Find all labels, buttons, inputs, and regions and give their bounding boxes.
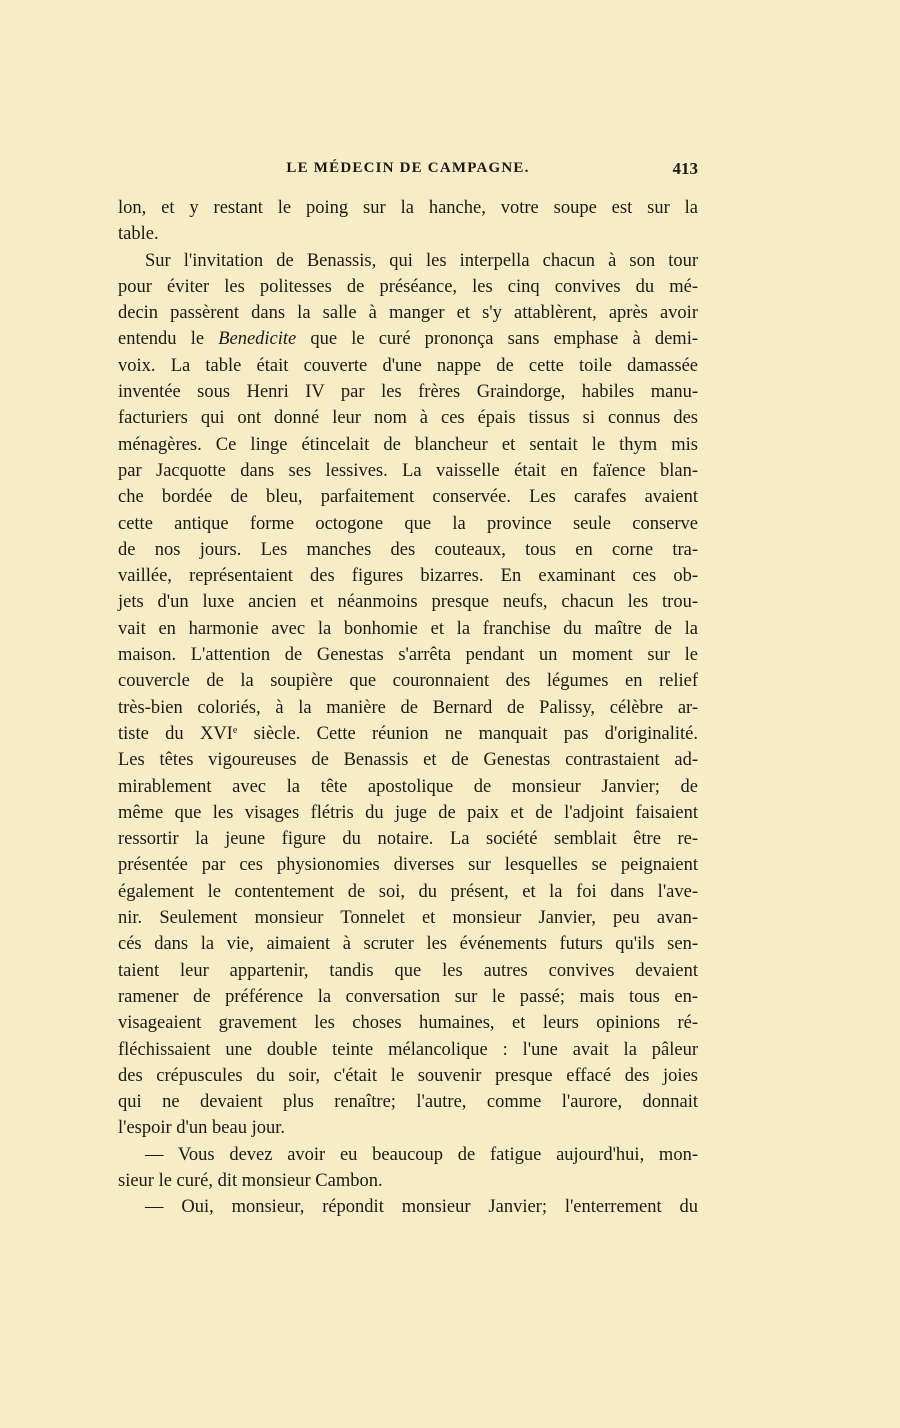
- text-line: couvercle de la soupière que couronnaient des légumes en relief: [118, 671, 698, 692]
- italic-text: Benedicite: [218, 329, 297, 350]
- running-title: LE MÉDECIN DE CAMPAGNE.: [286, 160, 530, 176]
- text-line: pour éviter les politesses de préséance, les cinq convives du mé-: [118, 276, 698, 297]
- text-line: — Vous devez avoir eu beaucoup de fatigue aujourd'hui, mon-: [145, 1144, 698, 1165]
- text-line: ramener de préférence la conversation sur le passé; mais tous en-: [118, 986, 698, 1007]
- text-line: voix. La table était couverte d'une nappe de cette toile damassée: [118, 355, 698, 376]
- text-line: qui ne devaient plus renaître; l'autre, comme l'aurore, donnait: [118, 1092, 698, 1113]
- text-line: ménagères. Ce linge étincelait de blancheur et sentait le thym mis: [118, 434, 698, 455]
- text-line: jets d'un luxe ancien et néanmoins presque neufs, chacun les trou-: [118, 592, 698, 613]
- text-segment: siècle. Cette réunion ne manquait pas d'originalité.: [237, 723, 698, 744]
- text-line: visageaient gravement les choses humaines, et leurs opinions ré-: [118, 1013, 698, 1034]
- text-line: cette antique forme octogone que la province seule conserve: [118, 513, 698, 534]
- page-number: 413: [672, 159, 698, 178]
- text-line: également le contentement de soi, du présent, et la foi dans l'ave-: [118, 881, 698, 902]
- text-line: decin passèrent dans la salle à manger et s'y attablèrent, après avoir: [118, 303, 698, 324]
- text-line: maison. L'attention de Genestas s'arrêta pendant un moment sur le: [118, 645, 698, 666]
- text-line: cés dans la vie, aimaient à scruter les événements futurs qu'ils sen-: [118, 934, 698, 955]
- text-line: table.: [118, 224, 159, 245]
- text-line: fléchissaient une double teinte mélancolique : l'une avait la pâleur: [118, 1039, 698, 1060]
- text-line: même que les visages flétris du juge de paix et de l'adjoint faisaient: [118, 802, 698, 823]
- text-line: facturiers qui ont donné leur nom à ces épais tissus si connus des: [118, 408, 698, 429]
- text-segment: tiste du XVI: [118, 723, 233, 744]
- text-line: des crépuscules du soir, c'était le souvenir presque effacé des joies: [118, 1065, 698, 1086]
- text-line: l'espoir d'un beau jour.: [118, 1118, 285, 1139]
- superscript: e: [232, 724, 238, 736]
- body-text: [118, 195, 698, 1221]
- text-line: sieur le curé, dit monsieur Cambon.: [118, 1170, 383, 1191]
- running-header: [118, 160, 698, 182]
- text-line: inventée sous Henri IV par les frères Graindorge, habiles manu-: [118, 382, 698, 403]
- text-line: nir. Seulement monsieur Tonnelet et monsieur Janvier, peu avan-: [118, 908, 698, 929]
- text-line: — Oui, monsieur, répondit monsieur Janvier; l'enterrement du: [145, 1197, 698, 1218]
- text-line: vaillée, représentaient des figures bizarres. En examinant ces ob-: [118, 566, 698, 587]
- text-line: Les têtes vigoureuses de Benassis et de Genestas contrastaient ad-: [118, 750, 698, 771]
- text-line: Sur l'invitation de Benassis, qui les interpella chacun à son tour: [145, 250, 698, 271]
- text-line: che bordée de bleu, parfaitement conservée. Les carafes avaient: [118, 487, 698, 508]
- text-line: présentée par ces physionomies diverses sur lesquelles se peignaient: [118, 855, 698, 876]
- text-line: très-bien coloriés, à la manière de Bernard de Palissy, célèbre ar-: [118, 697, 698, 718]
- text-line: de nos jours. Les manches des couteaux, tous en corne tra-: [118, 539, 698, 560]
- text-line: par Jacquotte dans ses lessives. La vaisselle était en faïence blan-: [118, 460, 698, 481]
- text-line: [118, 721, 698, 747]
- text-line: taient leur appartenir, tandis que les autres convives devaient: [118, 960, 698, 981]
- text-line: mirablement avec la tête apostolique de monsieur Janvier; de: [118, 776, 698, 797]
- text-segment: entendu le: [118, 329, 219, 350]
- text-line: lon, et y restant le poing sur la hanche, votre soupe est sur la: [118, 198, 698, 218]
- text-line: [118, 326, 698, 352]
- text-segment: que le curé prononça sans emphase à demi-: [296, 329, 698, 350]
- text-line: vait en harmonie avec la bonhomie et la franchise du maître de la: [118, 618, 698, 639]
- text-line: ressortir la jeune figure du notaire. La société semblait être re-: [118, 829, 698, 850]
